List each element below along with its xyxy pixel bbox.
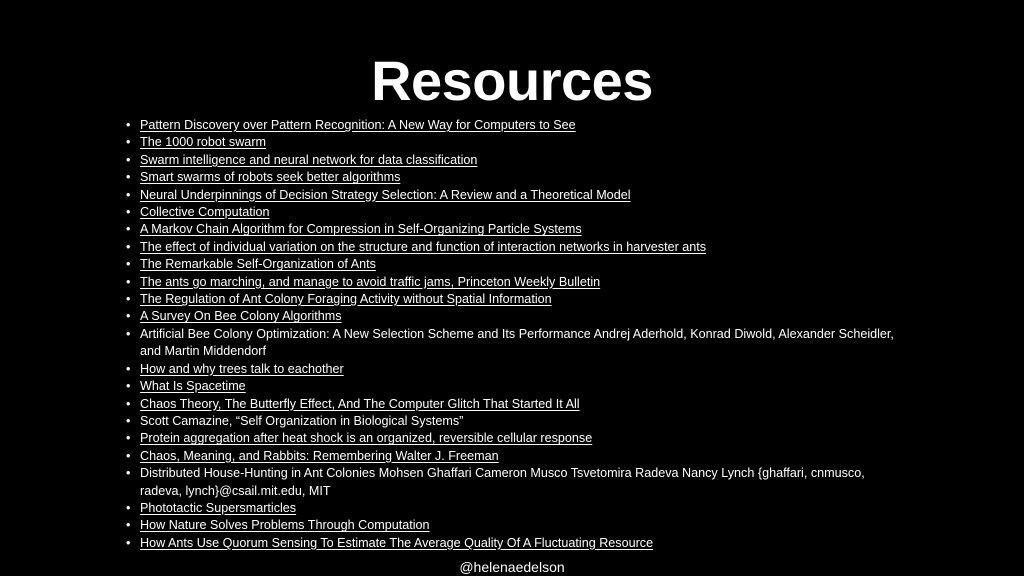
resource-link[interactable]: Phototactic Supersmarticles xyxy=(140,500,297,515)
resource-link[interactable]: What Is Spacetime xyxy=(140,379,246,394)
resource-link[interactable]: A Survey On Bee Colony Algorithms xyxy=(140,309,342,324)
resource-item[interactable] xyxy=(126,274,906,291)
bullet-icon: • xyxy=(126,466,131,481)
resource-item[interactable] xyxy=(126,361,906,378)
bullet-icon: • xyxy=(126,448,131,463)
resource-item[interactable] xyxy=(126,169,906,186)
resource-link[interactable]: Swarm intelligence and neural network for data classification xyxy=(140,152,478,167)
resource-list xyxy=(126,117,906,552)
resource-citation: Distributed House-Hunting in Ant Colonies Mohsen Ghaffari Cameron Musco Tsvetomira Radeva Nancy Lynch {ghaffari, cnmusco, radeva, lynch}@csail.mit.edu, MIT xyxy=(140,466,865,498)
resource-item[interactable] xyxy=(126,117,906,134)
author-handle: @helenaedelson xyxy=(459,559,565,575)
bullet-icon: • xyxy=(126,222,131,237)
resource-item[interactable] xyxy=(126,378,906,395)
resource-item[interactable] xyxy=(126,152,906,169)
bullet-icon: • xyxy=(126,170,131,185)
resource-item xyxy=(126,465,906,500)
bullet-icon: • xyxy=(126,292,131,307)
bullet-icon: • xyxy=(126,274,131,289)
bullet-icon: • xyxy=(126,500,131,515)
resource-link[interactable]: Neural Underpinnings of Decision Strategy Selection: A Review and a Theoretical Model xyxy=(140,187,631,202)
bullet-icon: • xyxy=(126,379,131,394)
bullet-icon: • xyxy=(126,205,131,220)
resource-item[interactable] xyxy=(126,134,906,151)
bullet-icon: • xyxy=(126,187,131,202)
resource-link[interactable]: The Regulation of Ant Colony Foraging Activity without Spatial Information xyxy=(140,292,552,307)
resource-item[interactable] xyxy=(126,500,906,517)
resource-item[interactable] xyxy=(126,308,906,325)
resource-citation: Artificial Bee Colony Optimization: A New Selection Scheme and Its Performance Andrej Aderhold, Konrad Diwold, Alexander Scheidler, and Martin Middendorf xyxy=(140,326,894,359)
resource-link[interactable]: Pattern Discovery over Pattern Recognition: A New Way for Computers to See xyxy=(140,118,576,132)
resource-item[interactable] xyxy=(126,517,906,534)
bullet-icon: • xyxy=(126,361,131,376)
resource-item[interactable] xyxy=(126,448,906,465)
resource-item[interactable] xyxy=(126,187,906,204)
resource-item[interactable] xyxy=(126,239,906,256)
resource-link[interactable]: Smart swarms of robots seek better algorithms xyxy=(140,170,401,185)
resource-link[interactable]: Protein aggregation after heat shock is an organized, reversible cellular response xyxy=(140,431,593,446)
resource-item[interactable] xyxy=(126,256,906,273)
resource-link[interactable]: Collective Computation xyxy=(140,205,270,220)
resource-item[interactable] xyxy=(126,291,906,308)
bullet-icon: • xyxy=(126,535,131,550)
resource-link[interactable]: The effect of individual variation on the structure and function of interaction networks in harvester ants xyxy=(140,239,707,254)
bullet-icon: • xyxy=(126,257,131,272)
resource-item xyxy=(126,413,906,430)
bullet-icon: • xyxy=(126,518,131,533)
resource-item[interactable] xyxy=(126,535,906,552)
resource-item[interactable] xyxy=(126,396,906,413)
bullet-icon: • xyxy=(126,413,131,428)
bullet-icon: • xyxy=(126,309,131,324)
bullet-icon: • xyxy=(126,431,131,446)
bullet-icon: • xyxy=(126,135,131,150)
resource-item[interactable] xyxy=(126,221,906,238)
resource-item[interactable] xyxy=(126,204,906,221)
bullet-icon: • xyxy=(126,118,131,132)
bullet-icon: • xyxy=(126,239,131,254)
resource-link[interactable]: Chaos, Meaning, and Rabbits: Remembering Walter J. Freeman xyxy=(140,448,499,463)
resource-link[interactable]: How Nature Solves Problems Through Computation xyxy=(140,518,430,533)
resource-link[interactable]: How and why trees talk to eachother xyxy=(140,361,344,376)
resource-link[interactable]: A Markov Chain Algorithm for Compression in Self-Organizing Particle Systems xyxy=(140,222,582,237)
resource-link[interactable]: Chaos Theory, The Butterfly Effect, And The Computer Glitch That Started It All xyxy=(140,396,580,411)
slide-title: Resources xyxy=(371,49,653,112)
resource-item[interactable] xyxy=(126,430,906,447)
bullet-icon: • xyxy=(126,396,131,411)
resource-link[interactable]: The 1000 robot swarm xyxy=(140,135,266,150)
resource-citation: Scott Camazine, “Self Organization in Biological Systems” xyxy=(140,413,464,428)
resource-link[interactable]: The Remarkable Self-Organization of Ants xyxy=(140,257,376,272)
resource-item xyxy=(126,326,906,361)
bullet-icon: • xyxy=(126,152,131,167)
bullet-icon: • xyxy=(126,326,131,341)
resource-link[interactable]: The ants go marching, and manage to avoid traffic jams, Princeton Weekly Bulletin xyxy=(140,274,601,289)
resource-link[interactable]: How Ants Use Quorum Sensing To Estimate The Average Quality Of A Fluctuating Resource xyxy=(140,535,654,550)
